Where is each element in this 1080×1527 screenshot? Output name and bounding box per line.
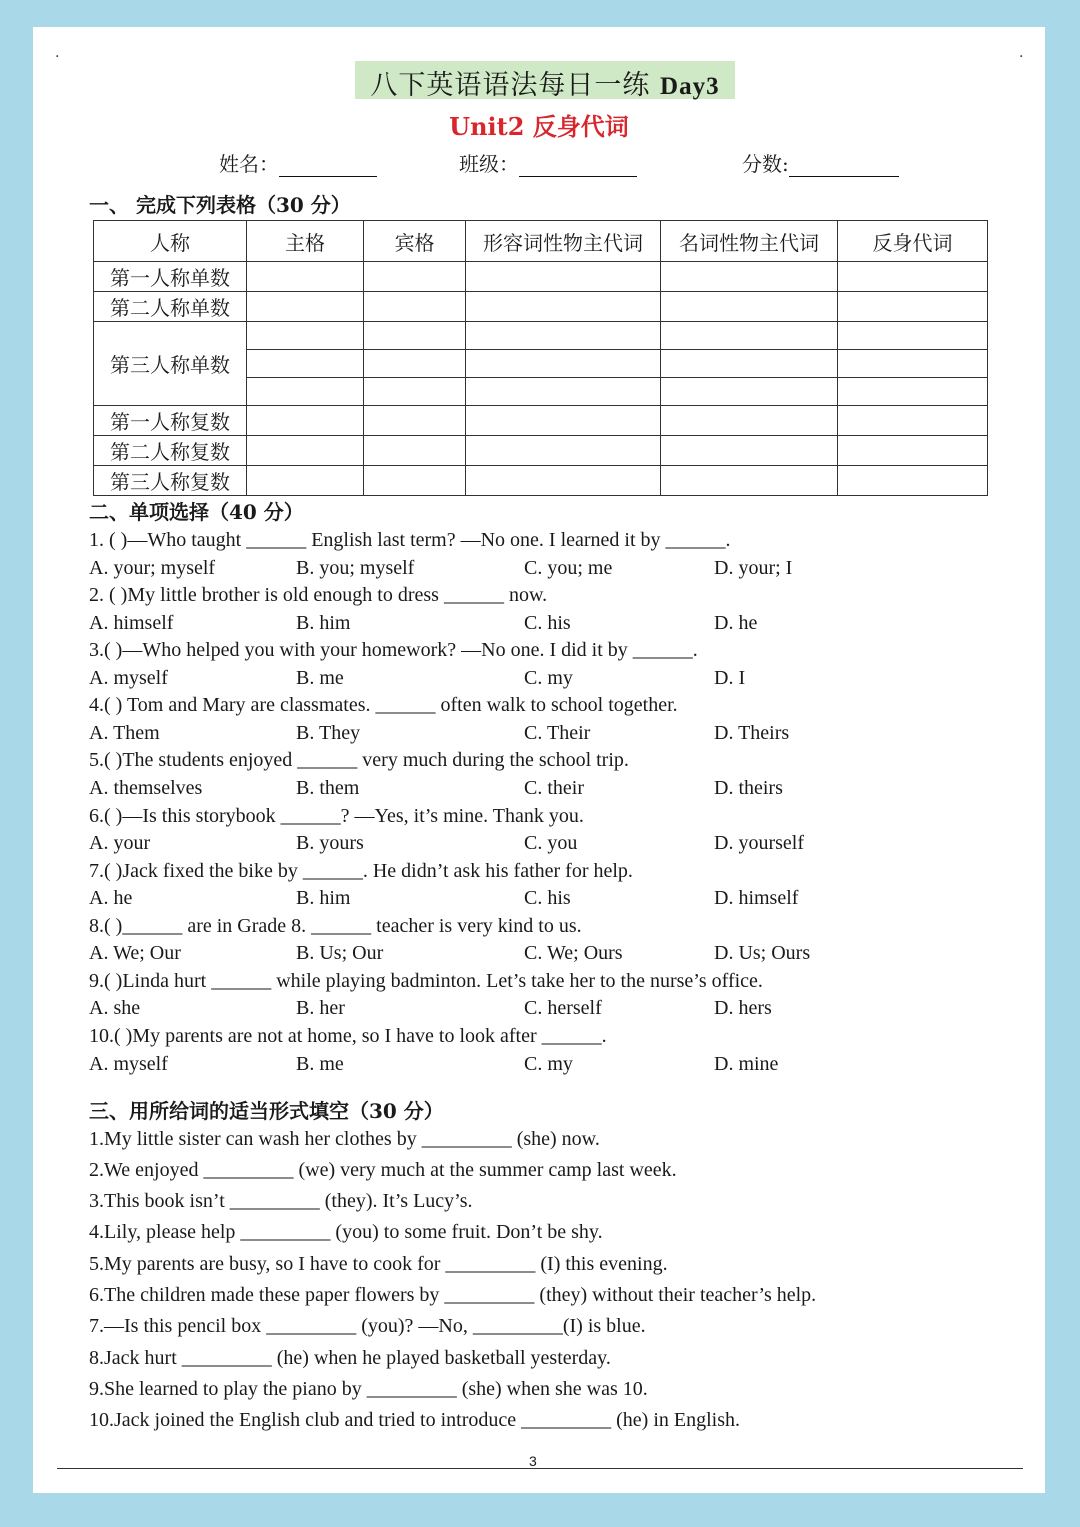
option-b[interactable]: B. you; myself — [296, 557, 415, 579]
table-row — [94, 406, 988, 436]
page-number: 3 — [529, 1453, 537, 1469]
table-cell[interactable] — [466, 262, 661, 292]
table-cell[interactable] — [838, 350, 988, 378]
option-d[interactable]: D. Us; Ours — [714, 942, 811, 964]
title-chinese: 八下英语语法每日一练 — [370, 70, 651, 101]
option-c[interactable]: C. my — [524, 1053, 573, 1075]
table-cell[interactable] — [364, 378, 466, 406]
table-cell[interactable] — [247, 378, 364, 406]
question-text: 6.( )—Is this storybook ______? —Yes, it’s mine. Thank you. — [89, 805, 584, 827]
option-c[interactable]: C. herself — [524, 997, 602, 1019]
table-cell[interactable] — [838, 378, 988, 406]
table-cell[interactable] — [247, 350, 364, 378]
option-d[interactable]: D. mine — [714, 1053, 779, 1075]
fill-in-item: 9.She learned to play the piano by _________ (she) when she was 10. — [89, 1378, 648, 1400]
question-text: 10.( )My parents are not at home, so I have to look after ______. — [89, 1025, 607, 1047]
row-label: 第一人称复数 — [94, 406, 247, 436]
column-header: 反身代词 — [838, 221, 988, 262]
option-d[interactable]: D. I — [714, 667, 746, 689]
table-cell[interactable] — [466, 406, 661, 436]
row-label: 第一人称单数 — [94, 262, 247, 292]
table-cell[interactable] — [838, 292, 988, 322]
fill-in-item: 7.—Is this pencil box _________ (you)? —No, _________(I) is blue. — [89, 1315, 646, 1337]
row-label: 第二人称复数 — [94, 436, 247, 466]
table-cell[interactable] — [364, 262, 466, 292]
table-cell[interactable] — [661, 262, 838, 292]
option-d[interactable]: D. he — [714, 612, 758, 634]
option-d[interactable]: D. hers — [714, 997, 772, 1019]
column-header: 形容词性物主代词 — [466, 221, 661, 262]
column-header: 主格 — [247, 221, 364, 262]
table-cell[interactable] — [466, 378, 661, 406]
option-a[interactable]: A. he — [89, 887, 133, 909]
table-cell[interactable] — [838, 322, 988, 350]
worksheet-page — [33, 27, 1045, 1493]
option-b[interactable]: B. Us; Our — [296, 942, 384, 964]
option-d[interactable]: D. Theirs — [714, 722, 790, 744]
option-c[interactable]: C. you; me — [524, 557, 613, 579]
table-cell[interactable] — [247, 406, 364, 436]
option-a[interactable]: A. she — [89, 997, 141, 1019]
option-a[interactable]: A. myself — [89, 1053, 168, 1075]
option-b[interactable]: B. me — [296, 1053, 344, 1075]
option-a[interactable]: A. himself — [89, 612, 174, 634]
option-a[interactable]: A. your — [89, 832, 151, 854]
page-title — [355, 63, 735, 102]
question-text: 9.( )Linda hurt ______ while playing badminton. Let’s take her to the nurse’s office. — [89, 970, 763, 992]
footer-divider — [57, 1468, 1023, 1469]
class-field — [459, 148, 637, 177]
table-cell[interactable] — [364, 350, 466, 378]
option-c[interactable]: C. his — [524, 887, 571, 909]
score-field — [742, 148, 899, 177]
table-row — [94, 436, 988, 466]
fill-in-item: 10.Jack joined the English club and tried to introduce _________ (he) in English. — [89, 1409, 740, 1431]
name-field — [219, 148, 377, 177]
option-b[interactable]: B. They — [296, 722, 361, 744]
column-header: 宾格 — [364, 221, 466, 262]
table-cell[interactable] — [661, 322, 838, 350]
table-row — [94, 292, 988, 322]
option-b[interactable]: B. him — [296, 887, 351, 909]
table-cell[interactable] — [364, 466, 466, 496]
table-cell[interactable] — [247, 322, 364, 350]
score-blank[interactable] — [789, 152, 899, 177]
option-c[interactable]: C. his — [524, 612, 571, 634]
table-cell[interactable] — [466, 322, 661, 350]
option-a[interactable]: A. Them — [89, 722, 160, 744]
table-cell[interactable] — [838, 406, 988, 436]
table-row — [94, 466, 988, 496]
table-header-row — [94, 221, 988, 262]
table-cell[interactable] — [247, 436, 364, 466]
fill-in-item: 5.My parents are busy, so I have to cook for _________ (I) this evening. — [89, 1253, 668, 1275]
fill-in-item: 8.Jack hurt _________ (he) when he played basketball yesterday. — [89, 1347, 611, 1369]
row-label: 第三人称单数 — [94, 322, 247, 406]
fill-in-item: 3.This book isn’t _________ (they). It’s Lucy’s. — [89, 1190, 473, 1212]
option-b[interactable]: B. him — [296, 612, 351, 634]
section2-heading: 二、单项选择（40 分） — [89, 500, 304, 524]
question-text: 1. ( )—Who taught ______ English last term? —No one. I learned it by ______. — [89, 529, 731, 551]
table-cell[interactable] — [661, 350, 838, 378]
fill-in-item: 6.The children made these paper flowers by _________ (they) without their teacher’s help. — [89, 1284, 817, 1306]
option-c[interactable]: C. We; Ours — [524, 942, 623, 964]
table-row — [94, 322, 988, 350]
option-b[interactable]: B. her — [296, 997, 345, 1019]
table-cell[interactable] — [466, 436, 661, 466]
option-a[interactable]: A. myself — [89, 667, 168, 689]
option-a[interactable]: A. your; myself — [89, 557, 216, 579]
question-text: 5.( )The students enjoyed ______ very much during the school trip. — [89, 749, 629, 771]
question-text: 7.( )Jack fixed the bike by ______. He didn’t ask his father for help. — [89, 860, 633, 882]
option-c[interactable]: C. their — [524, 777, 584, 799]
option-a[interactable]: A. We; Our — [89, 942, 181, 964]
option-c[interactable]: C. my — [524, 667, 573, 689]
column-header: 名词性物主代词 — [661, 221, 838, 262]
table-cell[interactable] — [364, 436, 466, 466]
table-cell[interactable] — [247, 262, 364, 292]
table-cell[interactable] — [466, 292, 661, 322]
option-b[interactable]: B. them — [296, 777, 360, 799]
option-c[interactable]: C. you — [524, 832, 578, 854]
table-cell[interactable] — [838, 466, 988, 496]
table-cell[interactable] — [364, 322, 466, 350]
page-subtitle: Unit2 反身代词 — [449, 112, 629, 141]
question-text: 8.( )______ are in Grade 8. ______ teacher is very kind to us. — [89, 915, 582, 937]
table-cell[interactable] — [661, 292, 838, 322]
title-day: Day3 — [660, 73, 720, 100]
table-cell[interactable] — [661, 378, 838, 406]
row-label: 第三人称复数 — [94, 466, 247, 496]
table-cell[interactable] — [838, 436, 988, 466]
corner-dot: . — [1019, 45, 1024, 61]
table-cell[interactable] — [364, 292, 466, 322]
table-cell[interactable] — [838, 262, 988, 292]
section3-heading: 三、用所给词的适当形式填空（30 分） — [89, 1099, 444, 1123]
option-d[interactable]: D. your; I — [714, 557, 793, 579]
table-cell[interactable] — [466, 466, 661, 496]
class-label: 班级： — [459, 152, 519, 176]
option-b[interactable]: B. yours — [296, 832, 364, 854]
question-text: 4.( ) Tom and Mary are classmates. ______ often walk to school together. — [89, 694, 678, 716]
option-d[interactable]: D. theirs — [714, 777, 783, 799]
table-row — [94, 262, 988, 292]
option-d[interactable]: D. yourself — [714, 832, 804, 854]
table-cell[interactable] — [466, 350, 661, 378]
option-b[interactable]: B. me — [296, 667, 344, 689]
name-label: 姓名： — [219, 152, 279, 176]
fill-in-item: 2.We enjoyed _________ (we) very much at the summer camp last week. — [89, 1159, 677, 1181]
fill-in-item: 1.My little sister can wash her clothes by _________ (she) now. — [89, 1128, 600, 1150]
option-c[interactable]: C. Their — [524, 722, 591, 744]
table-cell[interactable] — [661, 466, 838, 496]
table-cell[interactable] — [661, 436, 838, 466]
column-header: 人称 — [94, 221, 247, 262]
question-text: 2. ( )My little brother is old enough to dress ______ now. — [89, 584, 548, 606]
option-d[interactable]: D. himself — [714, 887, 799, 909]
row-label: 第二人称单数 — [94, 292, 247, 322]
name-blank[interactable] — [279, 152, 377, 177]
question-text: 3.( )—Who helped you with your homework? —No one. I did it by ______. — [89, 639, 698, 661]
fill-in-item: 4.Lily, please help _________ (you) to some fruit. Don’t be shy. — [89, 1221, 603, 1243]
pronoun-table — [93, 220, 988, 496]
class-blank[interactable] — [519, 152, 637, 177]
option-a[interactable]: A. themselves — [89, 777, 203, 799]
table-cell[interactable] — [364, 406, 466, 436]
table-cell[interactable] — [661, 406, 838, 436]
score-label: 分数: — [742, 152, 789, 176]
table-cell[interactable] — [247, 292, 364, 322]
corner-dot: . — [55, 45, 60, 61]
table-cell[interactable] — [247, 466, 364, 496]
section1-heading: 一、 完成下列表格（30 分） — [89, 193, 351, 217]
